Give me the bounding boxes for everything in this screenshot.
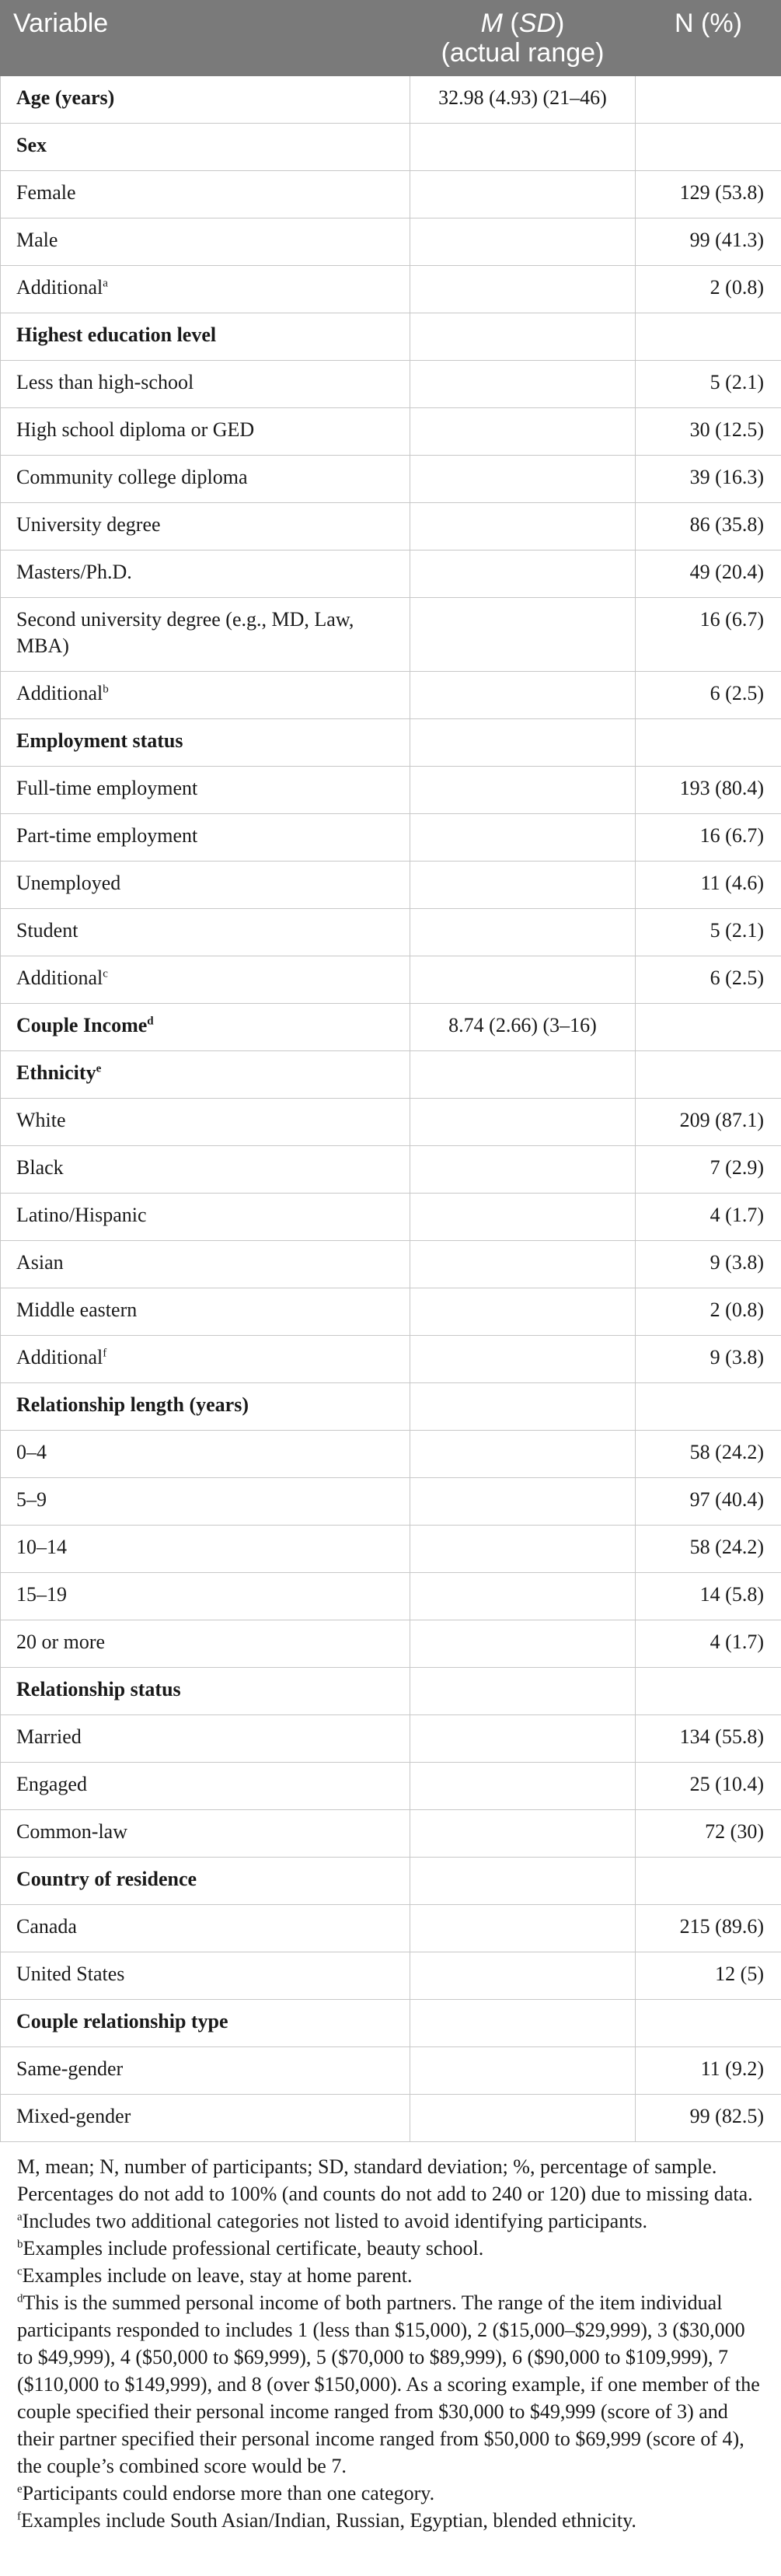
variable-label: Couple relationship type [16, 2010, 228, 2032]
cell-mean-sd [410, 171, 636, 218]
cell-mean-sd [410, 1146, 636, 1194]
variable-label: 15–19 [16, 1583, 67, 1606]
footnote-marker: e [96, 1062, 102, 1075]
variable-label: Additional [16, 682, 103, 704]
cell-variable [1, 1905, 410, 1952]
table-row [1, 1288, 781, 1336]
cell-mean-sd [410, 1668, 636, 1715]
variable-label: Sex [16, 134, 47, 156]
table-row [1, 1241, 781, 1288]
variable-label: Student [16, 919, 78, 942]
header-n-percent: N (%) [636, 1, 781, 76]
cell-n-percent [636, 1004, 781, 1051]
variable-label: Employment status [16, 729, 183, 752]
cell-variable [1, 1004, 410, 1051]
variable-label: Couple Income [16, 1014, 148, 1036]
cell-mean-sd [410, 1051, 636, 1099]
footnote-marker: c [103, 967, 108, 980]
cell-variable [1, 2095, 410, 2142]
cell-mean-sd [410, 672, 636, 719]
cell-mean-sd [410, 1905, 636, 1952]
cell-variable [1, 1099, 410, 1146]
cell-mean-sd [410, 1810, 636, 1858]
cell-n-percent [636, 2000, 781, 2047]
table-row [1, 672, 781, 719]
table-body [1, 76, 781, 2142]
cell-variable [1, 551, 410, 598]
cell-variable [1, 1146, 410, 1194]
table-row [1, 171, 781, 218]
cell-variable [1, 1288, 410, 1336]
table-section-row [1, 1051, 781, 1099]
cell-variable [1, 1194, 410, 1241]
cell-n-percent: 11 (4.6) [636, 862, 781, 909]
cell-mean-sd [410, 1099, 636, 1146]
footnote-b: $^b$Examples include professional certificate, beauty school. [17, 2237, 484, 2260]
variable-label: Mixed-gender [16, 2105, 131, 2127]
cell-variable [1, 1431, 410, 1478]
cell-mean-sd [410, 551, 636, 598]
cell-variable [1, 719, 410, 767]
cell-n-percent: 97 (40.4) [636, 1478, 781, 1526]
table-section-row [1, 1858, 781, 1905]
table-section-row [1, 1004, 781, 1051]
variable-label: Married [16, 1725, 82, 1748]
table-footnotes [0, 2142, 781, 2534]
variable-label: Additional [16, 276, 103, 299]
table-row [1, 1810, 781, 1858]
table-row [1, 1146, 781, 1194]
table-row [1, 408, 781, 456]
cell-n-percent: 9 (3.8) [636, 1241, 781, 1288]
cell-variable [1, 2000, 410, 2047]
cell-n-percent: 6 (2.5) [636, 672, 781, 719]
cell-mean-sd [410, 1478, 636, 1526]
cell-n-percent: 16 (6.7) [636, 814, 781, 862]
table-row [1, 956, 781, 1004]
cell-mean-sd [410, 266, 636, 313]
cell-variable [1, 1051, 410, 1099]
table-row [1, 1478, 781, 1526]
variable-label: Highest education level [16, 323, 217, 346]
cell-n-percent: 193 (80.4) [636, 767, 781, 814]
cell-mean-sd [410, 1763, 636, 1810]
cell-mean-sd [410, 361, 636, 408]
table-row [1, 1526, 781, 1573]
cell-n-percent: 12 (5) [636, 1952, 781, 2000]
cell-n-percent: 25 (10.4) [636, 1763, 781, 1810]
cell-n-percent: 9 (3.8) [636, 1336, 781, 1383]
cell-variable [1, 503, 410, 551]
table-row [1, 1763, 781, 1810]
table-section-row [1, 1383, 781, 1431]
cell-mean-sd [410, 1858, 636, 1905]
footnote-abbreviations: M, mean; N, number of participants; SD, standard deviation; %, percentage of sample. Percentages do not add to 100% (and counts do not add to 240 or 120) due to missing data. [17, 2155, 753, 2205]
cell-variable [1, 1715, 410, 1763]
cell-variable [1, 814, 410, 862]
cell-n-percent [636, 124, 781, 171]
cell-mean-sd [410, 456, 636, 503]
cell-mean-sd [410, 598, 636, 672]
variable-label: Ethnicity [16, 1061, 96, 1084]
table-row [1, 2095, 781, 2142]
table-row [1, 1099, 781, 1146]
header-variable: Variable [1, 1, 410, 76]
table-section-row [1, 2000, 781, 2047]
cell-mean-sd [410, 1526, 636, 1573]
cell-mean-sd: 8.74 (2.66) (3–16) [410, 1004, 636, 1051]
cell-mean-sd [410, 1431, 636, 1478]
cell-mean-sd [410, 503, 636, 551]
variable-label: 0–4 [16, 1441, 47, 1463]
cell-mean-sd [410, 1194, 636, 1241]
cell-n-percent: 209 (87.1) [636, 1099, 781, 1146]
variable-label: Less than high-school [16, 371, 194, 393]
cell-variable [1, 1383, 410, 1431]
cell-mean-sd [410, 408, 636, 456]
cell-variable [1, 361, 410, 408]
cell-mean-sd [410, 814, 636, 862]
cell-n-percent: 58 (24.2) [636, 1431, 781, 1478]
table-row [1, 1194, 781, 1241]
variable-label: United States [16, 1963, 125, 1985]
cell-n-percent: 134 (55.8) [636, 1715, 781, 1763]
cell-mean-sd [410, 909, 636, 956]
variable-label: High school diploma or GED [16, 418, 255, 441]
cell-n-percent: 16 (6.7) [636, 598, 781, 672]
cell-n-percent: 86 (35.8) [636, 503, 781, 551]
cell-mean-sd [410, 1620, 636, 1668]
cell-n-percent: 39 (16.3) [636, 456, 781, 503]
cell-mean-sd [410, 1573, 636, 1620]
table-row [1, 1336, 781, 1383]
header-mean-sd: M (SD) (actual range) [410, 1, 636, 76]
table-row [1, 598, 781, 672]
cell-variable [1, 956, 410, 1004]
cell-n-percent [636, 313, 781, 361]
cell-variable [1, 171, 410, 218]
footnote-d: $^d$This is the summed personal income of both partners. The range of the item individual participants responded to includes 1 (less than $15,000), 2 ($15,000–$29,999), 3 ($30,000 to $49,999), 4 ($50,000 to $69,999), 5 ($70,000 to $89,999), 6 ($90,000 to $109,999), 7 ($110,000 to $149,999), and 8 (over $150,000). As a scoring example, if one member of the couple specified their personal income ranged from $30,000 to $49,999 (score of 3) and their partner specified their personal income ranged from $50,000 to $69,999 (score of 4), the couple’s combined score would be 7. [17, 2291, 760, 2477]
cell-variable [1, 456, 410, 503]
cell-n-percent [636, 1858, 781, 1905]
variable-label: Male [16, 229, 58, 251]
cell-variable [1, 862, 410, 909]
table-row [1, 1952, 781, 2000]
table-row [1, 1431, 781, 1478]
footnote-marker: f [103, 1347, 107, 1360]
cell-n-percent: 4 (1.7) [636, 1194, 781, 1241]
variable-label: Engaged [16, 1773, 87, 1795]
variable-label: 20 or more [16, 1631, 106, 1653]
variable-label: Relationship length (years) [16, 1393, 249, 1416]
variable-label: Same-gender [16, 2057, 124, 2080]
cell-variable [1, 266, 410, 313]
variable-label: Masters/Ph.D. [16, 561, 132, 583]
table-section-row [1, 719, 781, 767]
variable-label: Community college diploma [16, 466, 248, 488]
cell-mean-sd [410, 1383, 636, 1431]
footnote-marker: a [103, 277, 108, 290]
cell-mean-sd [410, 218, 636, 266]
variable-label: Female [16, 181, 76, 204]
cell-variable [1, 124, 410, 171]
cell-variable [1, 1858, 410, 1905]
table-row [1, 909, 781, 956]
variable-label: Part-time employment [16, 824, 198, 847]
cell-mean-sd [410, 1288, 636, 1336]
table-section-row [1, 1668, 781, 1715]
cell-n-percent [636, 719, 781, 767]
cell-mean-sd [410, 767, 636, 814]
table-row [1, 767, 781, 814]
cell-variable [1, 1573, 410, 1620]
footnote-f: $^f$Examples include South Asian/Indian, Russian, Egyptian, blended ethnicity. [17, 2509, 636, 2532]
cell-variable [1, 909, 410, 956]
cell-mean-sd [410, 2000, 636, 2047]
cell-variable [1, 218, 410, 266]
cell-n-percent [636, 1668, 781, 1715]
cell-mean-sd [410, 862, 636, 909]
cell-n-percent: 215 (89.6) [636, 1905, 781, 1952]
cell-mean-sd [410, 1715, 636, 1763]
variable-label: Latino/Hispanic [16, 1204, 147, 1226]
cell-n-percent: 2 (0.8) [636, 1288, 781, 1336]
cell-n-percent: 6 (2.5) [636, 956, 781, 1004]
cell-variable [1, 408, 410, 456]
cell-n-percent [636, 1383, 781, 1431]
cell-mean-sd [410, 719, 636, 767]
table-row [1, 551, 781, 598]
cell-variable [1, 1478, 410, 1526]
cell-variable [1, 1336, 410, 1383]
cell-n-percent: 11 (9.2) [636, 2047, 781, 2095]
cell-n-percent: 58 (24.2) [636, 1526, 781, 1573]
cell-mean-sd [410, 1952, 636, 2000]
cell-n-percent: 49 (20.4) [636, 551, 781, 598]
cell-variable [1, 1526, 410, 1573]
footnote-e: $^e$Participants could endorse more than one category. [17, 2482, 435, 2504]
table-header-row [1, 1, 781, 76]
table-row [1, 1620, 781, 1668]
variable-label: 10–14 [16, 1536, 67, 1558]
footnote-marker: d [147, 1015, 154, 1028]
cell-mean-sd [410, 124, 636, 171]
cell-variable [1, 1620, 410, 1668]
variable-label: Relationship status [16, 1678, 181, 1700]
cell-variable [1, 598, 410, 672]
variable-label: Black [16, 1156, 64, 1179]
cell-variable [1, 1810, 410, 1858]
variable-label: Middle eastern [16, 1298, 138, 1321]
table-section-row [1, 313, 781, 361]
cell-mean-sd [410, 313, 636, 361]
table-row [1, 218, 781, 266]
cell-mean-sd [410, 1241, 636, 1288]
cell-variable [1, 313, 410, 361]
cell-n-percent: 129 (53.8) [636, 171, 781, 218]
footnote-a: $^a$Includes two additional categories not listed to avoid identifying participants. [17, 2210, 648, 2232]
cell-variable [1, 767, 410, 814]
variable-label: Country of residence [16, 1868, 197, 1890]
cell-variable [1, 1763, 410, 1810]
variable-label: 5–9 [16, 1488, 47, 1511]
table-row [1, 456, 781, 503]
table-row [1, 266, 781, 313]
table-row [1, 503, 781, 551]
variable-label: Age (years) [16, 86, 115, 109]
cell-mean-sd [410, 2047, 636, 2095]
table-row [1, 862, 781, 909]
cell-n-percent: 99 (82.5) [636, 2095, 781, 2142]
cell-n-percent: 5 (2.1) [636, 361, 781, 408]
cell-n-percent: 30 (12.5) [636, 408, 781, 456]
table-row [1, 1573, 781, 1620]
cell-variable [1, 1668, 410, 1715]
footnote-c: $^c$Examples include on leave, stay at home parent. [17, 2264, 413, 2287]
cell-variable [1, 1952, 410, 2000]
cell-mean-sd: 32.98 (4.93) (21–46) [410, 76, 636, 124]
cell-variable [1, 672, 410, 719]
cell-n-percent: 99 (41.3) [636, 218, 781, 266]
cell-n-percent: 4 (1.7) [636, 1620, 781, 1668]
variable-label: Common-law [16, 1820, 127, 1843]
cell-mean-sd [410, 956, 636, 1004]
table-row [1, 814, 781, 862]
variable-label: Second university degree (e.g., MD, Law, MBA) [16, 608, 354, 657]
cell-mean-sd [410, 2095, 636, 2142]
variable-label: Full-time employment [16, 777, 198, 799]
cell-n-percent: 5 (2.1) [636, 909, 781, 956]
cell-variable [1, 1241, 410, 1288]
footnote-marker: b [103, 683, 109, 696]
table-row [1, 2047, 781, 2095]
cell-mean-sd [410, 1336, 636, 1383]
cell-n-percent [636, 1051, 781, 1099]
table-row [1, 1715, 781, 1763]
variable-label: White [16, 1109, 66, 1131]
table-section-row [1, 76, 781, 124]
variable-label: Canada [16, 1915, 77, 1938]
cell-n-percent: 7 (2.9) [636, 1146, 781, 1194]
cell-variable [1, 2047, 410, 2095]
table-row [1, 361, 781, 408]
cell-n-percent [636, 76, 781, 124]
variable-label: Asian [16, 1251, 64, 1274]
variable-label: Additional [16, 1346, 103, 1368]
table-row [1, 1905, 781, 1952]
cell-n-percent: 72 (30) [636, 1810, 781, 1858]
variable-label: Unemployed [16, 872, 121, 894]
cell-variable [1, 76, 410, 124]
variable-label: Additional [16, 966, 103, 989]
cell-n-percent: 2 (0.8) [636, 266, 781, 313]
variable-label: University degree [16, 513, 161, 536]
table-section-row [1, 124, 781, 171]
cell-n-percent: 14 (5.8) [636, 1573, 781, 1620]
